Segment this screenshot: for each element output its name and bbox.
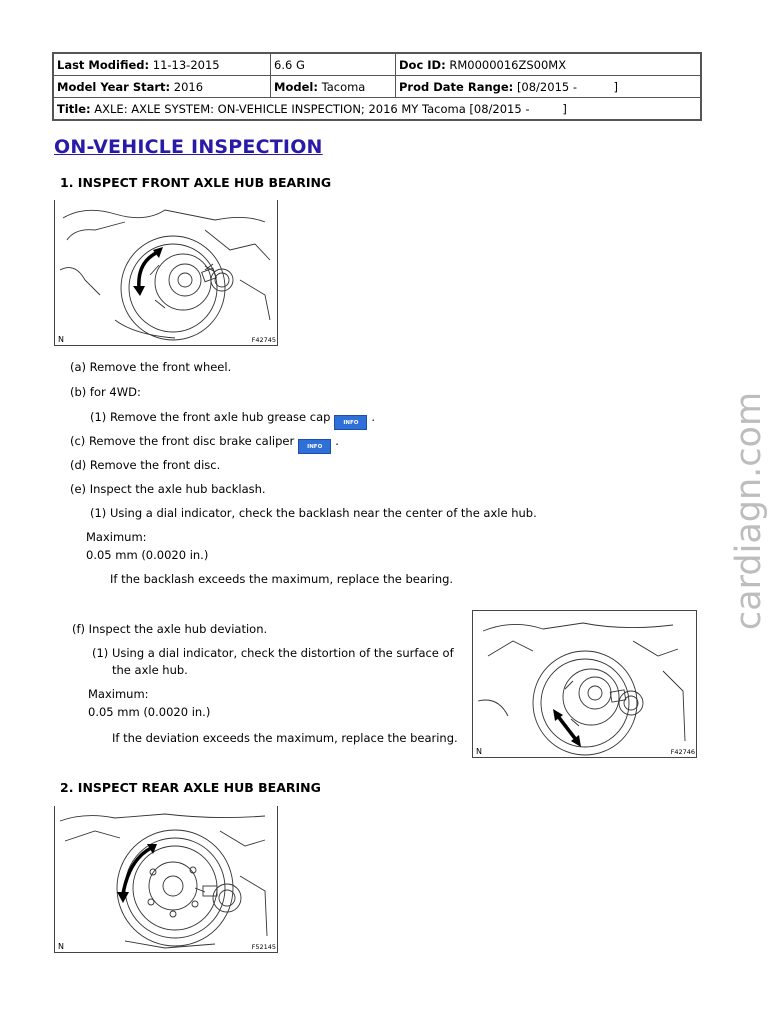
step-e-max-value: 0.05 mm (0.0020 in.) <box>86 548 209 562</box>
step-a: (a) Remove the front wheel. <box>70 360 232 374</box>
figure-n-label: N <box>476 747 482 756</box>
step-b: (b) for 4WD: <box>70 385 141 399</box>
rear-hub-illustration <box>54 806 278 953</box>
step-f: (f) Inspect the axle hub deviation. <box>72 622 268 636</box>
info-button[interactable]: INFO <box>334 415 367 430</box>
document-header-table <box>52 52 702 121</box>
figure-code: F42745 <box>251 336 276 344</box>
front-hub-backlash-illustration <box>54 200 278 346</box>
page-title: ON-VEHICLE INSPECTION <box>54 136 323 158</box>
step-f-note: If the deviation exceeds the maximum, replace the bearing. <box>112 731 458 745</box>
figure-code: F42746 <box>670 748 695 756</box>
watermark: cardiagn.com <box>729 391 769 631</box>
step-f1-line2: the axle hub. <box>112 663 188 677</box>
step-b1: (1) Remove the front axle hub grease cap INFO . <box>90 409 375 430</box>
info-button[interactable]: INFO <box>298 439 331 454</box>
step-f1-line1: (1) Using a dial indicator, check the distortion of the surface of <box>92 646 454 660</box>
title-cell: Title: AXLE: AXLE SYSTEM: ON-VEHICLE INSPECTION; 2016 MY Tacoma [08/2015 - ] <box>53 98 701 121</box>
step-e-max-label: Maximum: <box>86 530 147 544</box>
step-e1: (1) Using a dial indicator, check the backlash near the center of the axle hub. <box>90 506 537 520</box>
step-e: (e) Inspect the axle hub backlash. <box>70 482 266 496</box>
figure-n-label: N <box>58 335 64 344</box>
step-d: (d) Remove the front disc. <box>70 458 221 472</box>
model-year-cell: Model Year Start: 2016 <box>53 76 271 98</box>
engine-cell: 6.6 G <box>271 53 396 76</box>
step-c: (c) Remove the front disc brake caliper INFO . <box>70 433 339 454</box>
model-cell: Model: Tacoma <box>271 76 396 98</box>
prod-date-cell: Prod Date Range: [08/2015 - ] <box>396 76 702 98</box>
section1-heading: 1. INSPECT FRONT AXLE HUB BEARING <box>60 175 332 190</box>
step-e-note: If the backlash exceeds the maximum, replace the bearing. <box>110 572 454 586</box>
figure-code: F52145 <box>251 943 276 951</box>
doc-id-cell: Doc ID: RM0000016ZS00MX <box>396 53 702 76</box>
last-modified-cell: Last Modified: 11-13-2015 <box>53 53 271 76</box>
section2-heading: 2. INSPECT REAR AXLE HUB BEARING <box>60 780 321 795</box>
step-f-max-label: Maximum: <box>88 687 149 701</box>
front-hub-deviation-illustration <box>472 610 697 758</box>
figure-n-label: N <box>58 942 64 951</box>
step-f-max-value: 0.05 mm (0.0020 in.) <box>88 705 211 719</box>
